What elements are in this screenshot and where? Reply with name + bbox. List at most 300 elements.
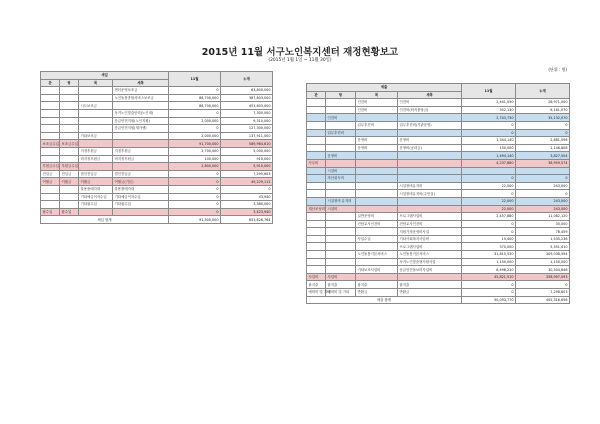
expenditure-cell-month: 22,000 xyxy=(462,205,516,213)
revenue-cell-hang xyxy=(60,132,79,140)
expenditure-cell-mok xyxy=(356,243,398,251)
expenditure-row xyxy=(307,289,570,297)
expenditure-cell-semok xyxy=(398,159,462,167)
expenditure-row xyxy=(307,106,570,114)
expenditure-cell-month: 0 xyxy=(462,281,516,289)
revenue-cell-cumulative: 3,380,000 xyxy=(221,201,273,209)
expenditure-cell-mok xyxy=(356,129,398,137)
expenditure-cell-gwan xyxy=(307,175,326,183)
expenditure-cell-semok xyxy=(398,273,462,281)
revenue-row xyxy=(41,117,273,125)
expenditure-cell-semok: 전담교사인건비 xyxy=(398,220,462,228)
expenditure-row xyxy=(307,205,570,213)
expenditure-row xyxy=(307,251,570,259)
expenditure-cell-cumulative: 0 xyxy=(516,190,570,198)
revenue-cell-month: 0 xyxy=(169,109,221,117)
revenue-cell-mok: 비지정후원금 xyxy=(79,155,113,163)
expenditure-cell-hang xyxy=(326,243,356,251)
revenue-cell-cumulative: 3,423,940 xyxy=(221,208,273,216)
revenue-cell-mok: 지정후원금 xyxy=(79,147,113,155)
expenditure-cell-gwan xyxy=(307,243,326,251)
revenue-cell-semok: 독거노인맞춤인력(노인대) xyxy=(113,109,169,117)
expenditure-row xyxy=(307,129,570,137)
expenditure-cell-mok xyxy=(356,273,398,281)
expenditure-row xyxy=(307,220,570,228)
expenditure-col-mok: 목 xyxy=(356,91,398,99)
revenue-cell-cumulative: 0 xyxy=(221,185,273,193)
revenue-row xyxy=(41,170,273,178)
expenditure-cell-gwan: 사업비 xyxy=(307,273,326,281)
expenditure-cell-hang: 업무추진비 xyxy=(326,129,356,137)
expenditure-cell-mok: 운영비 xyxy=(356,137,398,145)
revenue-cell-hang xyxy=(60,201,79,209)
expenditure-cell-month: 2,743,730 xyxy=(462,114,516,122)
expenditure-cell-mok: 잡지출 xyxy=(356,281,398,289)
expenditure-row xyxy=(307,167,570,175)
expenditure-total-month: 50,093,770 xyxy=(462,296,516,304)
expenditure-cell-cumulative: 1,535,238 xyxy=(516,235,570,243)
expenditure-cell-gwan xyxy=(307,190,326,198)
expenditure-cell-hang xyxy=(326,144,356,152)
revenue-table xyxy=(40,71,273,224)
revenue-cell-hang: 이월금 xyxy=(60,178,79,186)
expenditure-cell-hang: 자산취득비 xyxy=(326,175,356,183)
revenue-cell-mok xyxy=(79,125,113,133)
expenditure-cell-hang xyxy=(326,121,356,129)
revenue-row xyxy=(41,208,273,216)
revenue-cell-gwan: 잡수입 xyxy=(41,208,60,216)
expenditure-row xyxy=(307,266,570,274)
expenditure-cell-semok xyxy=(398,175,462,183)
expenditure-cell-month: 4,237,880 xyxy=(462,159,516,167)
revenue-row xyxy=(41,178,273,186)
revenue-cell-month: 0 xyxy=(169,170,221,178)
revenue-cell-cumulative: 910,000 xyxy=(221,155,273,163)
expenditure-cell-cumulative: 35,132,070 xyxy=(516,114,570,122)
revenue-cell-hang xyxy=(60,185,79,193)
revenue-cell-gwan xyxy=(41,94,60,102)
revenue-cell-cumulative: 451,603,000 xyxy=(221,102,273,110)
expenditure-cell-gwan xyxy=(307,197,326,205)
expenditure-cell-cumulative: 243,000 xyxy=(516,182,570,190)
revenue-cell-hang xyxy=(60,94,79,102)
expenditure-cell-month: 1,494,140 xyxy=(462,152,516,160)
revenue-cell-mok: 기타예금이자수입 xyxy=(79,193,113,201)
revenue-cell-semok: 이월금(기본) xyxy=(113,178,169,186)
expenditure-cell-month: 0 xyxy=(462,289,516,297)
revenue-total-row xyxy=(41,216,273,224)
expenditure-cell-cumulative: 28,971,000 xyxy=(516,99,570,107)
revenue-cell-semok: 노인돌봄종합서비스보조금 xyxy=(113,94,169,102)
revenue-cell-semok: 응급안전지원(재가센) xyxy=(113,125,169,133)
expenditure-total-label: 세출 합계 xyxy=(307,296,462,304)
revenue-cell-cumulative: 5,000,000 xyxy=(221,147,273,155)
revenue-cell-mok: 법인전입금 xyxy=(79,170,113,178)
revenue-col-semok: 세목 xyxy=(113,79,169,87)
expenditure-cell-cumulative: 0 xyxy=(516,121,570,129)
revenue-cell-semok: 응급안전지원(노인지원) xyxy=(113,117,169,125)
expenditure-cell-month: 22,000 xyxy=(462,197,516,205)
expenditure-cell-semok: 시설장비유지비 xyxy=(398,182,462,190)
revenue-cell-semok: 기타예금이자수입 xyxy=(113,193,169,201)
revenue-cell-mok xyxy=(79,87,113,95)
expenditure-cell-semok: 인건비 xyxy=(398,99,462,107)
expenditure-cell-mok: 반환금 xyxy=(356,289,398,297)
revenue-cell-gwan xyxy=(41,102,60,110)
revenue-row xyxy=(41,132,273,140)
expenditure-cell-gwan xyxy=(307,99,326,107)
expenditure-cell-mok xyxy=(356,114,398,122)
revenue-cell-hang xyxy=(60,117,79,125)
expenditure-cell-semok: 운영비(공과금) xyxy=(398,144,462,152)
revenue-cell-mok xyxy=(79,109,113,117)
expenditure-row xyxy=(307,273,570,281)
revenue-cell-hang xyxy=(60,87,79,95)
expenditure-row xyxy=(307,182,570,190)
expenditure-cell-cumulative xyxy=(516,167,570,175)
revenue-row xyxy=(41,147,273,155)
expenditure-cell-month: 150,000 xyxy=(462,144,516,152)
expenditure-cell-hang xyxy=(326,258,356,266)
expenditure-cell-cumulative: 35,000 xyxy=(516,220,570,228)
expenditure-row xyxy=(307,121,570,129)
revenue-total-month: 91,500,000 xyxy=(169,216,221,224)
expenditure-cell-hang: 시설장비 유지비 xyxy=(326,197,356,205)
expenditure-cell-mok xyxy=(356,175,398,183)
expenditure-cell-month: 2,441,550 xyxy=(462,99,516,107)
revenue-cell-semok xyxy=(113,208,169,216)
expenditure-cell-semok: 잡지출 xyxy=(398,281,462,289)
expenditure-cell-month: 0 xyxy=(462,228,516,236)
expenditure-row xyxy=(307,213,570,221)
revenue-cell-cumulative: 127,300,000 xyxy=(221,125,273,133)
revenue-row xyxy=(41,193,273,201)
revenue-row xyxy=(41,185,273,193)
expenditure-cell-hang xyxy=(326,159,356,167)
revenue-cell-cumulative: 49,229,112 xyxy=(221,178,273,186)
expenditure-cell-gwan xyxy=(307,258,326,266)
revenue-cell-semok: 기타잡수입 xyxy=(113,201,169,209)
expenditure-cell-month: 0 xyxy=(462,129,516,137)
expenditure-cell-gwan xyxy=(307,106,326,114)
expenditure-cell-cumulative: 0 xyxy=(516,129,570,137)
expenditure-cell-gwan xyxy=(307,213,326,221)
expenditure-cell-month: 22,000 xyxy=(462,182,516,190)
expenditure-table xyxy=(306,83,570,304)
expenditure-cell-mok: 인건비 xyxy=(356,106,398,114)
revenue-cell-hang: 보조금수입 xyxy=(61,141,78,146)
expenditure-row xyxy=(307,197,570,205)
expenditure-cumulative-header: 누계 xyxy=(516,84,570,99)
revenue-total-cumulative: 653,626,764 xyxy=(221,216,273,224)
expenditure-cell-month: 370,000 xyxy=(462,243,516,251)
revenue-cell-cumulative: 387,803,000 xyxy=(221,94,273,102)
revenue-cell-gwan xyxy=(41,117,60,125)
report-title: 2015년 11월 서구노인복지센터 재정현황보고 xyxy=(201,47,399,58)
expenditure-cell-month: 45,821,510 xyxy=(462,273,516,281)
revenue-cell-month: 2,000,000 xyxy=(169,132,221,140)
revenue-cell-gwan xyxy=(41,125,60,133)
revenue-row xyxy=(41,140,273,148)
revenue-cell-semok: 센터운영보조금 xyxy=(113,87,169,95)
expenditure-cell-mok: 인건비 xyxy=(356,99,398,107)
revenue-cell-month: 0 xyxy=(169,201,221,209)
revenue-cell-mok: 이월금 xyxy=(79,178,113,186)
revenue-total-label: 세입 합계 xyxy=(41,216,169,224)
expenditure-cell-month: 15,400 xyxy=(462,235,516,243)
revenue-cell-gwan xyxy=(41,109,60,117)
expenditure-row xyxy=(307,243,570,251)
expenditure-cell-hang xyxy=(326,99,356,107)
revenue-cell-gwan xyxy=(41,87,60,95)
revenue-cell-cumulative: 63,800,000 xyxy=(221,87,273,95)
expenditure-cell-hang xyxy=(326,137,356,145)
expenditure-cell-semok xyxy=(398,167,462,175)
expenditure-cell-hang xyxy=(326,213,356,221)
expenditure-cell-cumulative: 76,459 xyxy=(516,228,570,236)
revenue-cell-month: 0 xyxy=(169,208,221,216)
expenditure-cell-gwan xyxy=(307,129,326,137)
expenditure-cell-gwan: 재산조성비 xyxy=(308,206,325,211)
expenditure-cell-hang xyxy=(326,106,356,114)
expenditure-row xyxy=(307,190,570,198)
expenditure-cell-cumulative: 309,038,594 xyxy=(516,251,570,259)
expenditure-cell-semok: 독거노인맞춤형지원사업 xyxy=(398,258,462,266)
expenditure-row xyxy=(307,258,570,266)
revenue-cell-hang xyxy=(60,125,79,133)
expenditure-cell-gwan xyxy=(307,235,326,243)
expenditure-cell-gwan xyxy=(307,121,326,129)
expenditure-cell-hang xyxy=(326,228,356,236)
expenditure-cell-gwan: 잡지출 xyxy=(307,281,326,289)
expenditure-row xyxy=(307,144,570,152)
expenditure-cell-mok xyxy=(356,159,398,167)
expenditure-cell-semok: 노인돌봄기본서비스 xyxy=(398,251,462,259)
revenue-cumulative-header: 누계 xyxy=(221,72,273,87)
expenditure-cell-month: 0 xyxy=(462,175,516,183)
revenue-cell-semok xyxy=(113,163,169,171)
expenditure-row xyxy=(307,152,570,160)
expenditure-cell-month xyxy=(462,167,516,175)
expenditure-total-row xyxy=(307,296,570,304)
revenue-cell-hang: 전입금 xyxy=(60,170,79,178)
revenue-cell-gwan xyxy=(41,193,60,201)
expenditure-cell-mok xyxy=(356,258,398,266)
revenue-cell-month: 0 xyxy=(169,125,221,133)
expenditure-cell-gwan: 예비비 및 기타 xyxy=(308,290,331,295)
revenue-cell-mok xyxy=(79,163,113,171)
expenditure-cell-semok: 지원가정운영비사업 xyxy=(398,228,462,236)
expenditure-col-gwan: 관 xyxy=(307,91,326,99)
expenditure-cell-semok: 업무추진비(기관운영) xyxy=(398,121,462,129)
expenditure-cell-hang: 시설비 xyxy=(326,205,356,213)
expenditure-cell-mok xyxy=(356,182,398,190)
revenue-row xyxy=(41,102,273,110)
expenditure-cell-hang xyxy=(326,190,356,198)
expenditure-cell-hang: 예비비 및 기타 xyxy=(326,289,356,297)
expenditure-cell-hang: 사업비 xyxy=(326,273,356,281)
expenditure-cell-month: 1,150,000 xyxy=(462,258,516,266)
expenditure-col-semok: 세목 xyxy=(398,91,462,99)
revenue-cell-gwan xyxy=(41,201,60,209)
revenue-cell-month: 2,000,000 xyxy=(169,117,221,125)
revenue-row xyxy=(41,87,273,95)
revenue-cell-gwan xyxy=(41,155,60,163)
revenue-cell-semok: 지정후원금 xyxy=(113,147,169,155)
expenditure-cell-cumulative: 243,000 xyxy=(516,205,570,213)
expenditure-cell-cumulative: 30,504,848 xyxy=(516,266,570,274)
revenue-col-gwan: 관 xyxy=(41,79,60,87)
revenue-cell-gwan: 보조금수입 xyxy=(42,141,59,146)
expenditure-cell-cumulative: 38,959,574 xyxy=(516,159,570,167)
expenditure-cell-hang: 인건비 xyxy=(326,114,356,122)
expenditure-row xyxy=(307,137,570,145)
unit-label: (단위 : 원) xyxy=(548,67,567,72)
revenue-cell-month: 2,700,000 xyxy=(169,147,221,155)
revenue-cell-mok xyxy=(79,208,113,216)
expenditure-cell-mok xyxy=(356,167,398,175)
revenue-cell-semok: 법인전입금 xyxy=(113,170,169,178)
expenditure-cell-cumulative: 1,150,000 xyxy=(516,258,570,266)
revenue-cell-semok xyxy=(113,102,169,110)
revenue-cell-mok: 기타잡수입 xyxy=(79,201,113,209)
expenditure-cell-gwan xyxy=(307,266,326,274)
revenue-cell-cumulative: 589,964,610 xyxy=(221,140,273,148)
expenditure-row xyxy=(307,99,570,107)
revenue-row xyxy=(41,109,273,117)
revenue-cell-semok: 불용품매각대 xyxy=(113,185,169,193)
expenditure-cell-semok: 프로그램사업비 xyxy=(398,213,462,221)
revenue-cell-month: 0 xyxy=(169,185,221,193)
revenue-cell-mok xyxy=(79,140,113,148)
expenditure-cell-cumulative: 1,146,808 xyxy=(516,144,570,152)
revenue-cell-month: 91,700,000 xyxy=(169,140,221,148)
expenditure-cell-cumulative: 3,827,504 xyxy=(516,152,570,160)
revenue-col-mok: 목 xyxy=(79,79,113,87)
expenditure-cell-mok xyxy=(356,205,398,213)
expenditure-cell-gwan xyxy=(307,220,326,228)
revenue-row xyxy=(41,163,273,171)
expenditure-month-header: 11월 xyxy=(462,84,516,99)
expenditure-cell-mok: 노인돌봄기본서비스 xyxy=(356,251,398,259)
expenditure-cell-hang xyxy=(326,220,356,228)
expenditure-cell-month: 0 xyxy=(462,220,516,228)
revenue-cell-gwan xyxy=(41,185,60,193)
expenditure-cell-gwan xyxy=(307,167,326,175)
expenditure-cell-gwan xyxy=(307,114,326,122)
revenue-cell-month: 88,700,000 xyxy=(169,94,221,102)
expenditure-cell-mok: 전담교사인건비 xyxy=(356,220,398,228)
expenditure-cell-gwan xyxy=(307,137,326,145)
revenue-cell-gwan: 전입금 xyxy=(41,170,60,178)
expenditure-cell-gwan xyxy=(307,228,326,236)
expenditure-row xyxy=(307,228,570,236)
revenue-cell-cumulative: 7,295,603 xyxy=(221,170,273,178)
expenditure-cell-hang xyxy=(326,251,356,259)
expenditure-cell-hang xyxy=(326,235,356,243)
revenue-cell-hang xyxy=(60,193,79,201)
expenditure-cell-cumulative: 2,681,096 xyxy=(516,137,570,145)
revenue-cell-cumulative: 7,300,000 xyxy=(221,109,273,117)
expenditure-cell-mok xyxy=(356,152,398,160)
revenue-cell-cumulative: 137,911,000 xyxy=(221,132,273,140)
expenditure-cell-mok: 업무추진비 xyxy=(356,121,398,129)
expenditure-cell-semok xyxy=(398,129,462,137)
revenue-cell-semok xyxy=(113,140,169,148)
report-period: (2015년 1월 1일 ~ 11월 30일) xyxy=(268,58,332,63)
expenditure-cell-mok: 일반운영비 xyxy=(356,213,398,221)
revenue-cell-cumulative: 9,310,000 xyxy=(221,117,273,125)
expenditure-cell-cumulative: 358,997,093 xyxy=(516,273,570,281)
expenditure-cell-month: 302,130 xyxy=(462,106,516,114)
expenditure-cell-month: 31,815,530 xyxy=(462,251,516,259)
expenditure-cell-gwan xyxy=(307,152,326,160)
revenue-row xyxy=(41,94,273,102)
expenditure-cell-semok: 기타사회복지사업비 xyxy=(398,235,462,243)
revenue-cell-cumulative: 43,940 xyxy=(221,193,273,201)
revenue-row xyxy=(41,155,273,163)
expenditure-row xyxy=(307,159,570,167)
revenue-cell-cumulative: 5,910,000 xyxy=(221,163,273,171)
expenditure-cell-hang xyxy=(326,182,356,190)
expenditure-cell-cumulative: 243,000 xyxy=(516,197,570,205)
expenditure-cell-semok xyxy=(398,152,462,160)
revenue-cell-hang xyxy=(60,102,79,110)
revenue-cell-gwan: 후원금수입 xyxy=(42,164,59,169)
expenditure-cell-month: 1,344,140 xyxy=(462,137,516,145)
revenue-cell-month: 88,700,000 xyxy=(169,102,221,110)
expenditure-cell-gwan xyxy=(307,182,326,190)
expenditure-cell-gwan xyxy=(307,144,326,152)
revenue-cell-mok: 불용품매각대 xyxy=(79,185,113,193)
expenditure-cell-mok: 운영비 xyxy=(356,144,398,152)
expenditure-cell-month: 0 xyxy=(462,121,516,129)
expenditure-row xyxy=(307,114,570,122)
expenditure-col-hang: 항 xyxy=(326,91,356,99)
expenditure-cell-semok: 시설장비유지비(주민실) xyxy=(398,190,462,198)
expenditure-row xyxy=(307,281,570,289)
revenue-cell-mok: 기타보조금 xyxy=(79,132,113,140)
expenditure-cell-cumulative: 5,551,410 xyxy=(516,243,570,251)
revenue-cell-month: 2,800,000 xyxy=(169,163,221,171)
revenue-cell-gwan xyxy=(41,147,60,155)
expenditure-cell-mok: 사업수입 xyxy=(356,235,398,243)
expenditure-total-cumulative: 405,316,656 xyxy=(516,296,570,304)
expenditure-cell-mok xyxy=(356,190,398,198)
expenditure-cell-semok xyxy=(398,114,462,122)
expenditure-cell-cumulative: 0 xyxy=(516,281,570,289)
revenue-cell-hang xyxy=(60,147,79,155)
expenditure-cell-mok xyxy=(356,228,398,236)
revenue-cell-hang: 잡수입 xyxy=(60,208,79,216)
revenue-cell-mok xyxy=(79,117,113,125)
expenditure-cell-semok: 반환금 xyxy=(398,289,462,297)
revenue-cell-semok xyxy=(113,132,169,140)
revenue-cell-mok xyxy=(79,94,113,102)
expenditure-cell-semok xyxy=(398,197,462,205)
expenditure-cell-semok xyxy=(398,205,462,213)
expenditure-cell-cumulative: 0 xyxy=(516,175,570,183)
expenditure-cell-month: 8,498,210 xyxy=(462,266,516,274)
expenditure-cell-semok: 응급안전돌보미사업비 xyxy=(398,266,462,274)
expenditure-cell-cumulative: 7,298,603 xyxy=(516,289,570,297)
revenue-cell-gwan: 이월금 xyxy=(41,178,60,186)
revenue-col-hang: 항 xyxy=(60,79,79,87)
revenue-cell-hang: 후원금수입 xyxy=(61,164,78,169)
revenue-cell-semok: 비지정후원금 xyxy=(113,155,169,163)
revenue-cell-hang xyxy=(60,155,79,163)
revenue-group-header: 세입 xyxy=(41,72,169,80)
